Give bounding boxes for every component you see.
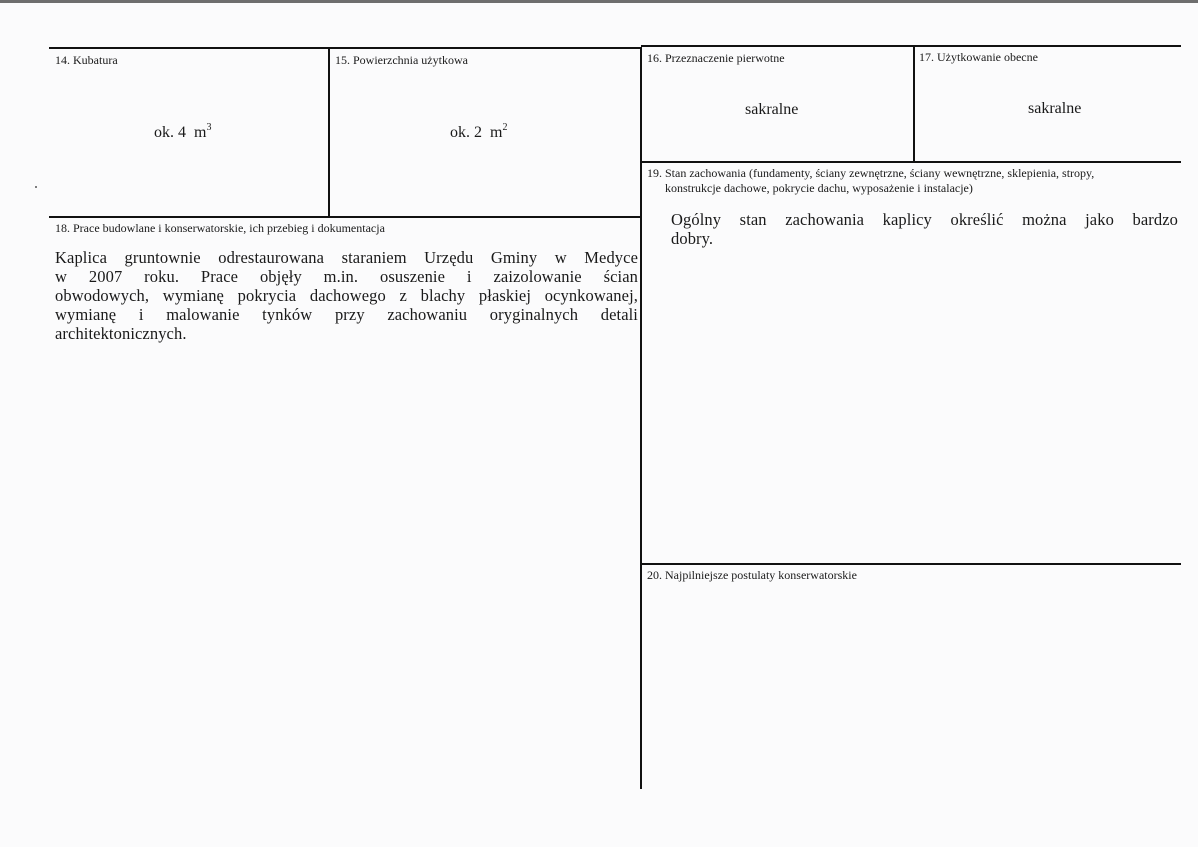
field-14-label: 14. Kubatura	[55, 53, 118, 67]
field-19-text	[671, 210, 1178, 248]
field-18-label: 18. Prace budowlane i konserwatorskie, ich przebieg i dokumentacja	[55, 221, 385, 235]
field-16-label: 16. Przeznaczenie pierwotne	[647, 51, 785, 65]
field-17-value: sakralne	[1028, 100, 1082, 117]
field-19-line: Ogólny stan zachowania kaplicy określić można jako bardzo	[671, 210, 1178, 229]
field-14-unit: m	[194, 124, 207, 141]
field-18-line: architektonicznych.	[55, 324, 187, 343]
field-18-line: wymianę i malowanie tynków przy zachowaniu oryginalnych detali	[55, 305, 638, 324]
col-divider-16-17	[913, 46, 915, 162]
field-18-line: w 2007 roku. Prace objęły m.in. osuszenie i zaizolowanie ścian	[55, 267, 638, 286]
field-14-unit-exponent: 3	[206, 122, 212, 133]
field-20-label: 20. Najpilniejsze postulaty konserwatorskie	[647, 568, 857, 582]
scan-speck	[35, 186, 37, 188]
row2-border-right	[641, 161, 1181, 163]
field-18-text	[55, 248, 638, 343]
field-19-label-line1: 19. Stan zachowania (fundamenty, ściany zewnętrzne, ściany wewnętrzne, sklepienia, stropy,	[647, 166, 1095, 180]
field-15-unit: m	[490, 124, 503, 141]
field-15-unit-exponent: 2	[502, 122, 508, 133]
field-15-value	[450, 124, 507, 142]
field-18-line: Kaplica gruntownie odrestaurowana staraniem Urzędu Gminy w Medyce	[55, 248, 638, 267]
row2-border-left	[49, 216, 641, 218]
row1-top-border-right	[641, 45, 1181, 47]
field-17-label: 17. Użytkowanie obecne	[919, 50, 1038, 64]
row3-border-right	[641, 563, 1181, 565]
field-19-label-line2: konstrukcje dachowe, pokrycie dachu, wyposażenie i instalacje)	[665, 181, 973, 195]
main-col-divider	[640, 47, 642, 789]
scan-top-edge	[0, 0, 1198, 3]
field-15-label: 15. Powierzchnia użytkowa	[335, 53, 468, 67]
field-16-value: sakralne	[745, 101, 799, 118]
field-19-line: dobry.	[671, 229, 714, 248]
field-14-value	[154, 124, 211, 142]
row1-top-border-left	[49, 47, 641, 49]
field-15-amount: ok. 2	[450, 124, 482, 141]
field-18-line: obwodowych, wymianę pokrycia dachowego z blachy płaskiej ocynkowanej,	[55, 286, 638, 305]
col-divider-14-15	[328, 48, 330, 217]
field-14-amount: ok. 4	[154, 124, 186, 141]
